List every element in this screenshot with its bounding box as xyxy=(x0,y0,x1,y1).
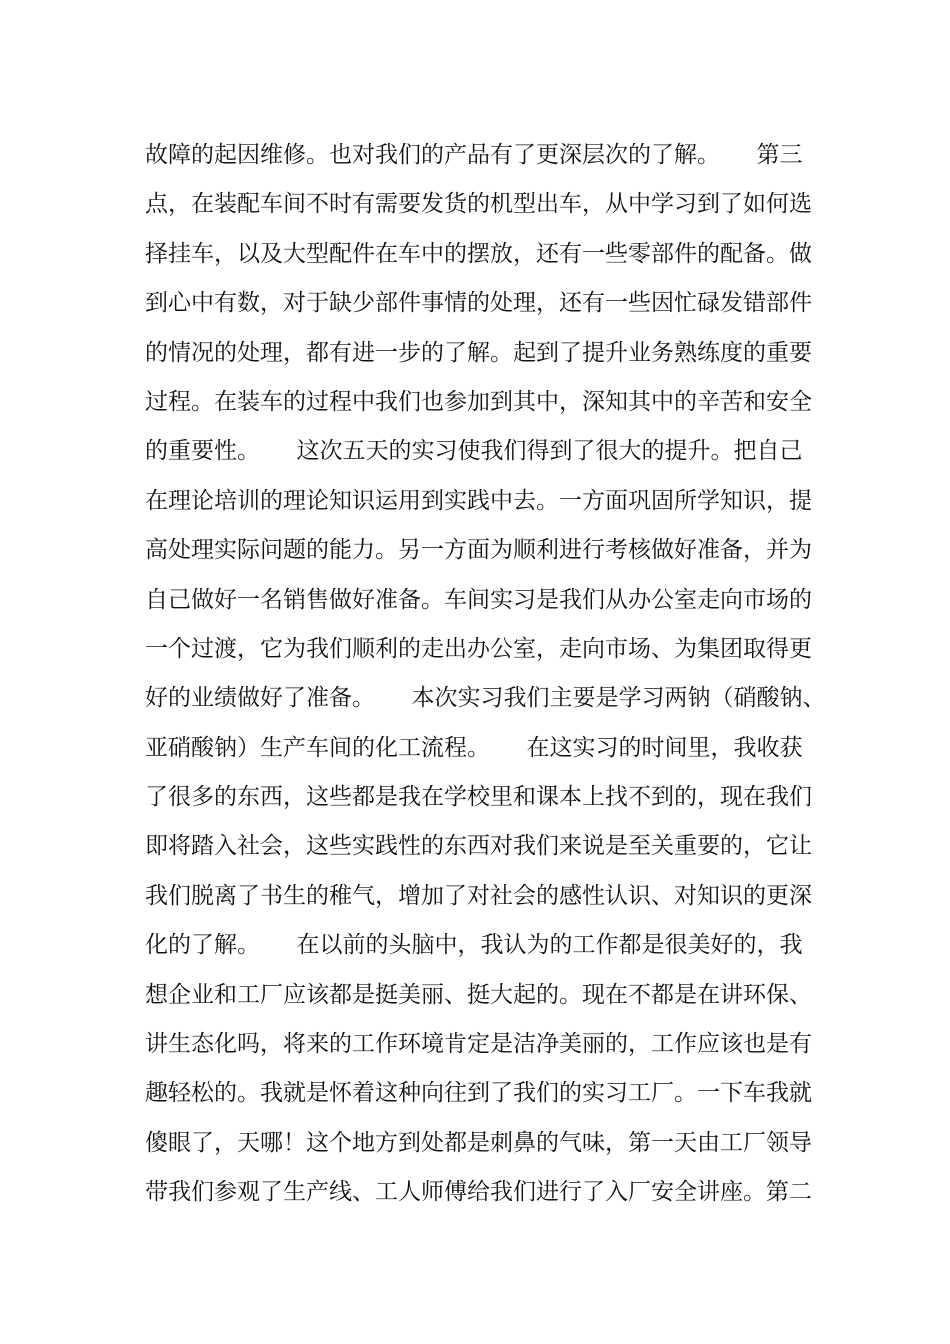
text-line: 一个过渡，它为我们顺利的走出办公室，走向市场、为集团取得更 xyxy=(145,635,812,662)
text-line: 傻眼了，天哪！这个地方到处都是刺鼻的气味，第一天由工厂领导 xyxy=(145,1129,812,1156)
text-line: 好的业绩做好了准备。 本次实习我们主要是学习两钠（硝酸钠、 xyxy=(145,685,826,712)
text-line: 我们脱离了书生的稚气，增加了对社会的感性认识、对知识的更深 xyxy=(145,882,812,909)
text-line: 过程。在装车的过程中我们也参加到其中，深知其中的辛苦和安全 xyxy=(145,388,812,415)
text-line: 择挂车，以及大型配件在车中的摆放，还有一些零部件的配备。做 xyxy=(145,240,812,267)
text-line: 化的了解。 在以前的头脑中，我认为的工作都是很美好的，我 xyxy=(145,932,803,959)
text-line: 自己做好一名销售做好准备。车间实习是我们从办公室走向市场的 xyxy=(145,586,812,613)
text-line: 高处理实际问题的能力。另一方面为顺利进行考核做好准备，并为 xyxy=(145,537,812,564)
text-line: 了很多的东西，这些都是我在学校里和课本上找不到的，现在我们 xyxy=(145,784,812,811)
text-line: 的重要性。 这次五天的实习使我们得到了很大的提升。把自己 xyxy=(145,438,803,465)
text-line: 带我们参观了生产线、工人师傅给我们进行了入厂安全讲座。第二 xyxy=(145,1179,812,1206)
text-line: 到心中有数，对于缺少部件事情的处理，还有一些因忙碌发错部件 xyxy=(145,290,812,317)
body-text xyxy=(145,131,826,1218)
text-line: 讲生态化吗，将来的工作环境肯定是洁净美丽的，工作应该也是有 xyxy=(145,1031,812,1058)
text-line: 想企业和工厂应该都是挺美丽、挺大起的。现在不都是在讲环保、 xyxy=(145,981,812,1008)
text-line: 的情况的处理，都有进一步的了解。起到了提升业务熟练度的重要 xyxy=(145,339,812,366)
text-line: 即将踏入社会，这些实践性的东西对我们来说是至关重要的，它让 xyxy=(145,833,812,860)
text-line: 点，在装配车间不时有需要发货的机型出车，从中学习到了如何选 xyxy=(145,191,812,218)
text-line: 在理论培训的理论知识运用到实践中去。一方面巩固所学知识，提 xyxy=(145,487,812,514)
text-line: 趣轻松的。我就是怀着这种向往到了我们的实习工厂。一下车我就 xyxy=(145,1080,812,1107)
text-line: 故障的起因维修。也对我们的产品有了更深层次的了解。 第三 xyxy=(145,142,803,168)
text-line: 亚硝酸钠）生产车间的化工流程。 在这实习的时间里，我收获 xyxy=(145,734,803,761)
